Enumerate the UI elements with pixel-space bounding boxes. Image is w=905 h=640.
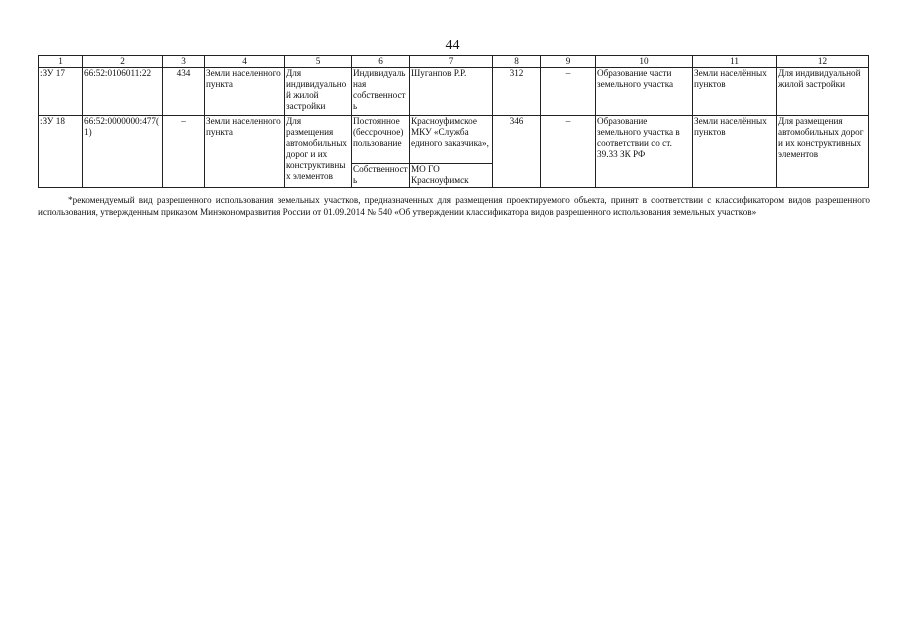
dash-cell: – <box>541 68 596 116</box>
use-type: Для размещения автомобильных дорог и их конструктивных элементов <box>285 116 352 188</box>
right-type: Индивидуальная собственность <box>352 68 410 116</box>
column-header: 11 <box>693 56 777 68</box>
area-cell: 346 <box>493 116 541 188</box>
right-holder: МО ГО Красноуфимск <box>410 164 493 188</box>
new-category: Земли населённых пунктов <box>693 116 777 188</box>
page-number: 44 <box>445 38 460 53</box>
right-holder: Шуганпов Р.Р. <box>410 68 493 116</box>
column-header: 12 <box>777 56 869 68</box>
right-type: Постоянное (бессрочное) пользование <box>352 116 410 164</box>
column-header: 6 <box>352 56 410 68</box>
area-cell: 312 <box>493 68 541 116</box>
action-cell: Образование земельного участка в соответствии со ст. 39.33 ЗК РФ <box>596 116 693 188</box>
plot-id: :ЗУ 17 <box>39 68 83 116</box>
land-category: Земли населенного пункта <box>205 116 285 188</box>
column-header: 7 <box>410 56 493 68</box>
land-category: Земли населенного пункта <box>205 68 285 116</box>
area-cell: 434 <box>163 68 205 116</box>
column-header: 5 <box>285 56 352 68</box>
right-holder: Красноуфимское МКУ «Служба единого заказчика», <box>410 116 493 164</box>
column-header: 10 <box>596 56 693 68</box>
footnote: *рекомендуемый вид разрешенного использования земельных участков, предназначенных для размещения проектируемого объекта, принят в соответствии с классификатором видов разрешенного использования, утвержденным приказом Минэкономразвития России от 01.09.2014 № 540 «Об утверждении классификатора видов разрешенного использования земельных участков» <box>38 195 870 217</box>
new-category: Земли населённых пунктов <box>693 68 777 116</box>
table-header-row <box>39 56 869 68</box>
column-header: 8 <box>493 56 541 68</box>
cadastral-number: 66:52:0106011:22 <box>83 68 163 116</box>
action-cell: Образование части земельного участка <box>596 68 693 116</box>
use-type: Для индивидуальной жилой застройки <box>285 68 352 116</box>
table-row <box>39 116 869 164</box>
new-use-type: Для размещения автомобильных дорог и их конструктивных элементов <box>777 116 869 188</box>
cadastral-number: 66:52:0000000:477(1) <box>83 116 163 188</box>
column-header: 2 <box>83 56 163 68</box>
column-header: 4 <box>205 56 285 68</box>
plot-id: :ЗУ 18 <box>39 116 83 188</box>
column-header: 3 <box>163 56 205 68</box>
dash-cell: – <box>541 116 596 188</box>
new-use-type: Для индивидуальной жилой застройки <box>777 68 869 116</box>
column-header: 9 <box>541 56 596 68</box>
column-header: 1 <box>39 56 83 68</box>
land-plots-table <box>38 55 869 188</box>
table-row <box>39 68 869 116</box>
right-type: Собственность <box>352 164 410 188</box>
area-cell: – <box>163 116 205 188</box>
